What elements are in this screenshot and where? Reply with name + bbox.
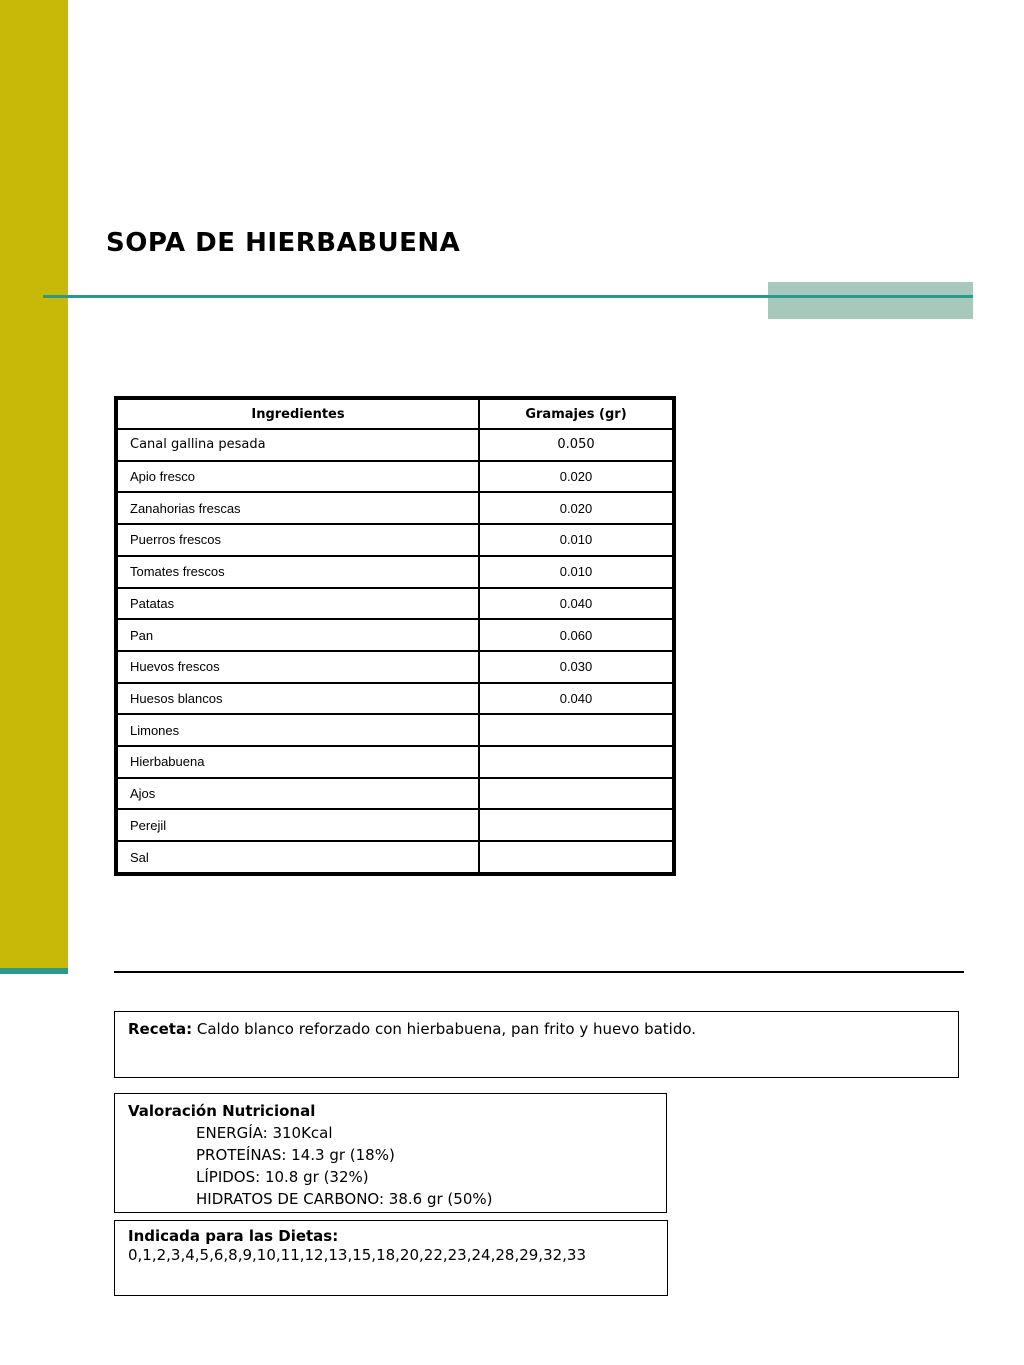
ingredient-grams bbox=[479, 746, 673, 778]
table-row bbox=[117, 683, 673, 715]
ingredient-grams bbox=[479, 841, 673, 873]
table-row bbox=[117, 746, 673, 778]
ingredient-name: Ajos bbox=[117, 778, 479, 810]
ingredient-grams: 0.040 bbox=[479, 588, 673, 620]
table-row bbox=[117, 714, 673, 746]
ingredient-name: Huesos blancos bbox=[117, 683, 479, 715]
ingredient-name: Hierbabuena bbox=[117, 746, 479, 778]
diets-box bbox=[114, 1220, 668, 1296]
ingredient-name: Limones bbox=[117, 714, 479, 746]
nutrition-energy: ENERGÍA: 310Kcal bbox=[196, 1124, 333, 1142]
ingredient-grams bbox=[479, 778, 673, 810]
side-bar-accent bbox=[0, 968, 68, 974]
recipe-text: Caldo blanco reforzado con hierbabuena, pan frito y huevo batido. bbox=[196, 1020, 697, 1038]
ingredient-grams: 0.030 bbox=[479, 651, 673, 683]
nutrition-carbs: HIDRATOS DE CARBONO: 38.6 gr (50%) bbox=[196, 1190, 493, 1208]
ingredient-grams: 0.020 bbox=[479, 492, 673, 524]
title-divider-accent bbox=[768, 295, 973, 298]
nutrition-lipids: LÍPIDOS: 10.8 gr (32%) bbox=[196, 1168, 369, 1186]
diets-list: 0,1,2,3,4,5,6,8,9,10,11,12,13,15,18,20,22,23,24,28,29,32,33 bbox=[128, 1246, 587, 1264]
nutrition-proteins: PROTEÍNAS: 14.3 gr (18%) bbox=[196, 1146, 395, 1164]
table-row bbox=[117, 809, 673, 841]
ingredient-grams: 0.010 bbox=[479, 556, 673, 588]
recipe-box bbox=[114, 1011, 959, 1078]
table-row bbox=[117, 588, 673, 620]
nutrition-box bbox=[114, 1093, 667, 1213]
ingredient-name: Pan bbox=[117, 619, 479, 651]
ingredient-name: Canal gallina pesada bbox=[117, 429, 479, 461]
ingredient-name: Tomates frescos bbox=[117, 556, 479, 588]
ingredient-name: Patatas bbox=[117, 588, 479, 620]
diets-heading: Indicada para las Dietas: bbox=[128, 1227, 339, 1245]
ingredient-grams: 0.040 bbox=[479, 683, 673, 715]
ingredients-table bbox=[114, 396, 676, 876]
title-accent-block bbox=[768, 282, 973, 319]
ingredient-grams: 0.060 bbox=[479, 619, 673, 651]
table-row bbox=[117, 619, 673, 651]
header-ingredientes: Ingredientes bbox=[117, 399, 479, 429]
page-title: SOPA DE HIERBABUENA bbox=[106, 228, 461, 258]
ingredient-grams: 0.010 bbox=[479, 524, 673, 556]
nutrition-heading: Valoración Nutricional bbox=[128, 1102, 316, 1120]
ingredient-name: Puerros frescos bbox=[117, 524, 479, 556]
ingredient-name: Huevos frescos bbox=[117, 651, 479, 683]
section-divider bbox=[114, 971, 964, 973]
table-row bbox=[117, 429, 673, 461]
ingredient-name: Apio fresco bbox=[117, 461, 479, 493]
table-row bbox=[117, 556, 673, 588]
ingredient-grams: 0.050 bbox=[479, 429, 673, 461]
ingredient-grams bbox=[479, 714, 673, 746]
table-row bbox=[117, 651, 673, 683]
ingredient-name: Sal bbox=[117, 841, 479, 873]
table-row bbox=[117, 524, 673, 556]
table-row bbox=[117, 778, 673, 810]
ingredient-name: Perejil bbox=[117, 809, 479, 841]
table-header-row bbox=[117, 399, 673, 429]
side-bar bbox=[0, 0, 68, 968]
table-row bbox=[117, 841, 673, 873]
table-row bbox=[117, 492, 673, 524]
ingredient-grams bbox=[479, 809, 673, 841]
ingredient-name: Zanahorias frescas bbox=[117, 492, 479, 524]
ingredient-grams: 0.020 bbox=[479, 461, 673, 493]
table-row bbox=[117, 461, 673, 493]
recipe-label: Receta: bbox=[128, 1020, 193, 1038]
header-gramajes: Gramajes (gr) bbox=[479, 399, 673, 429]
